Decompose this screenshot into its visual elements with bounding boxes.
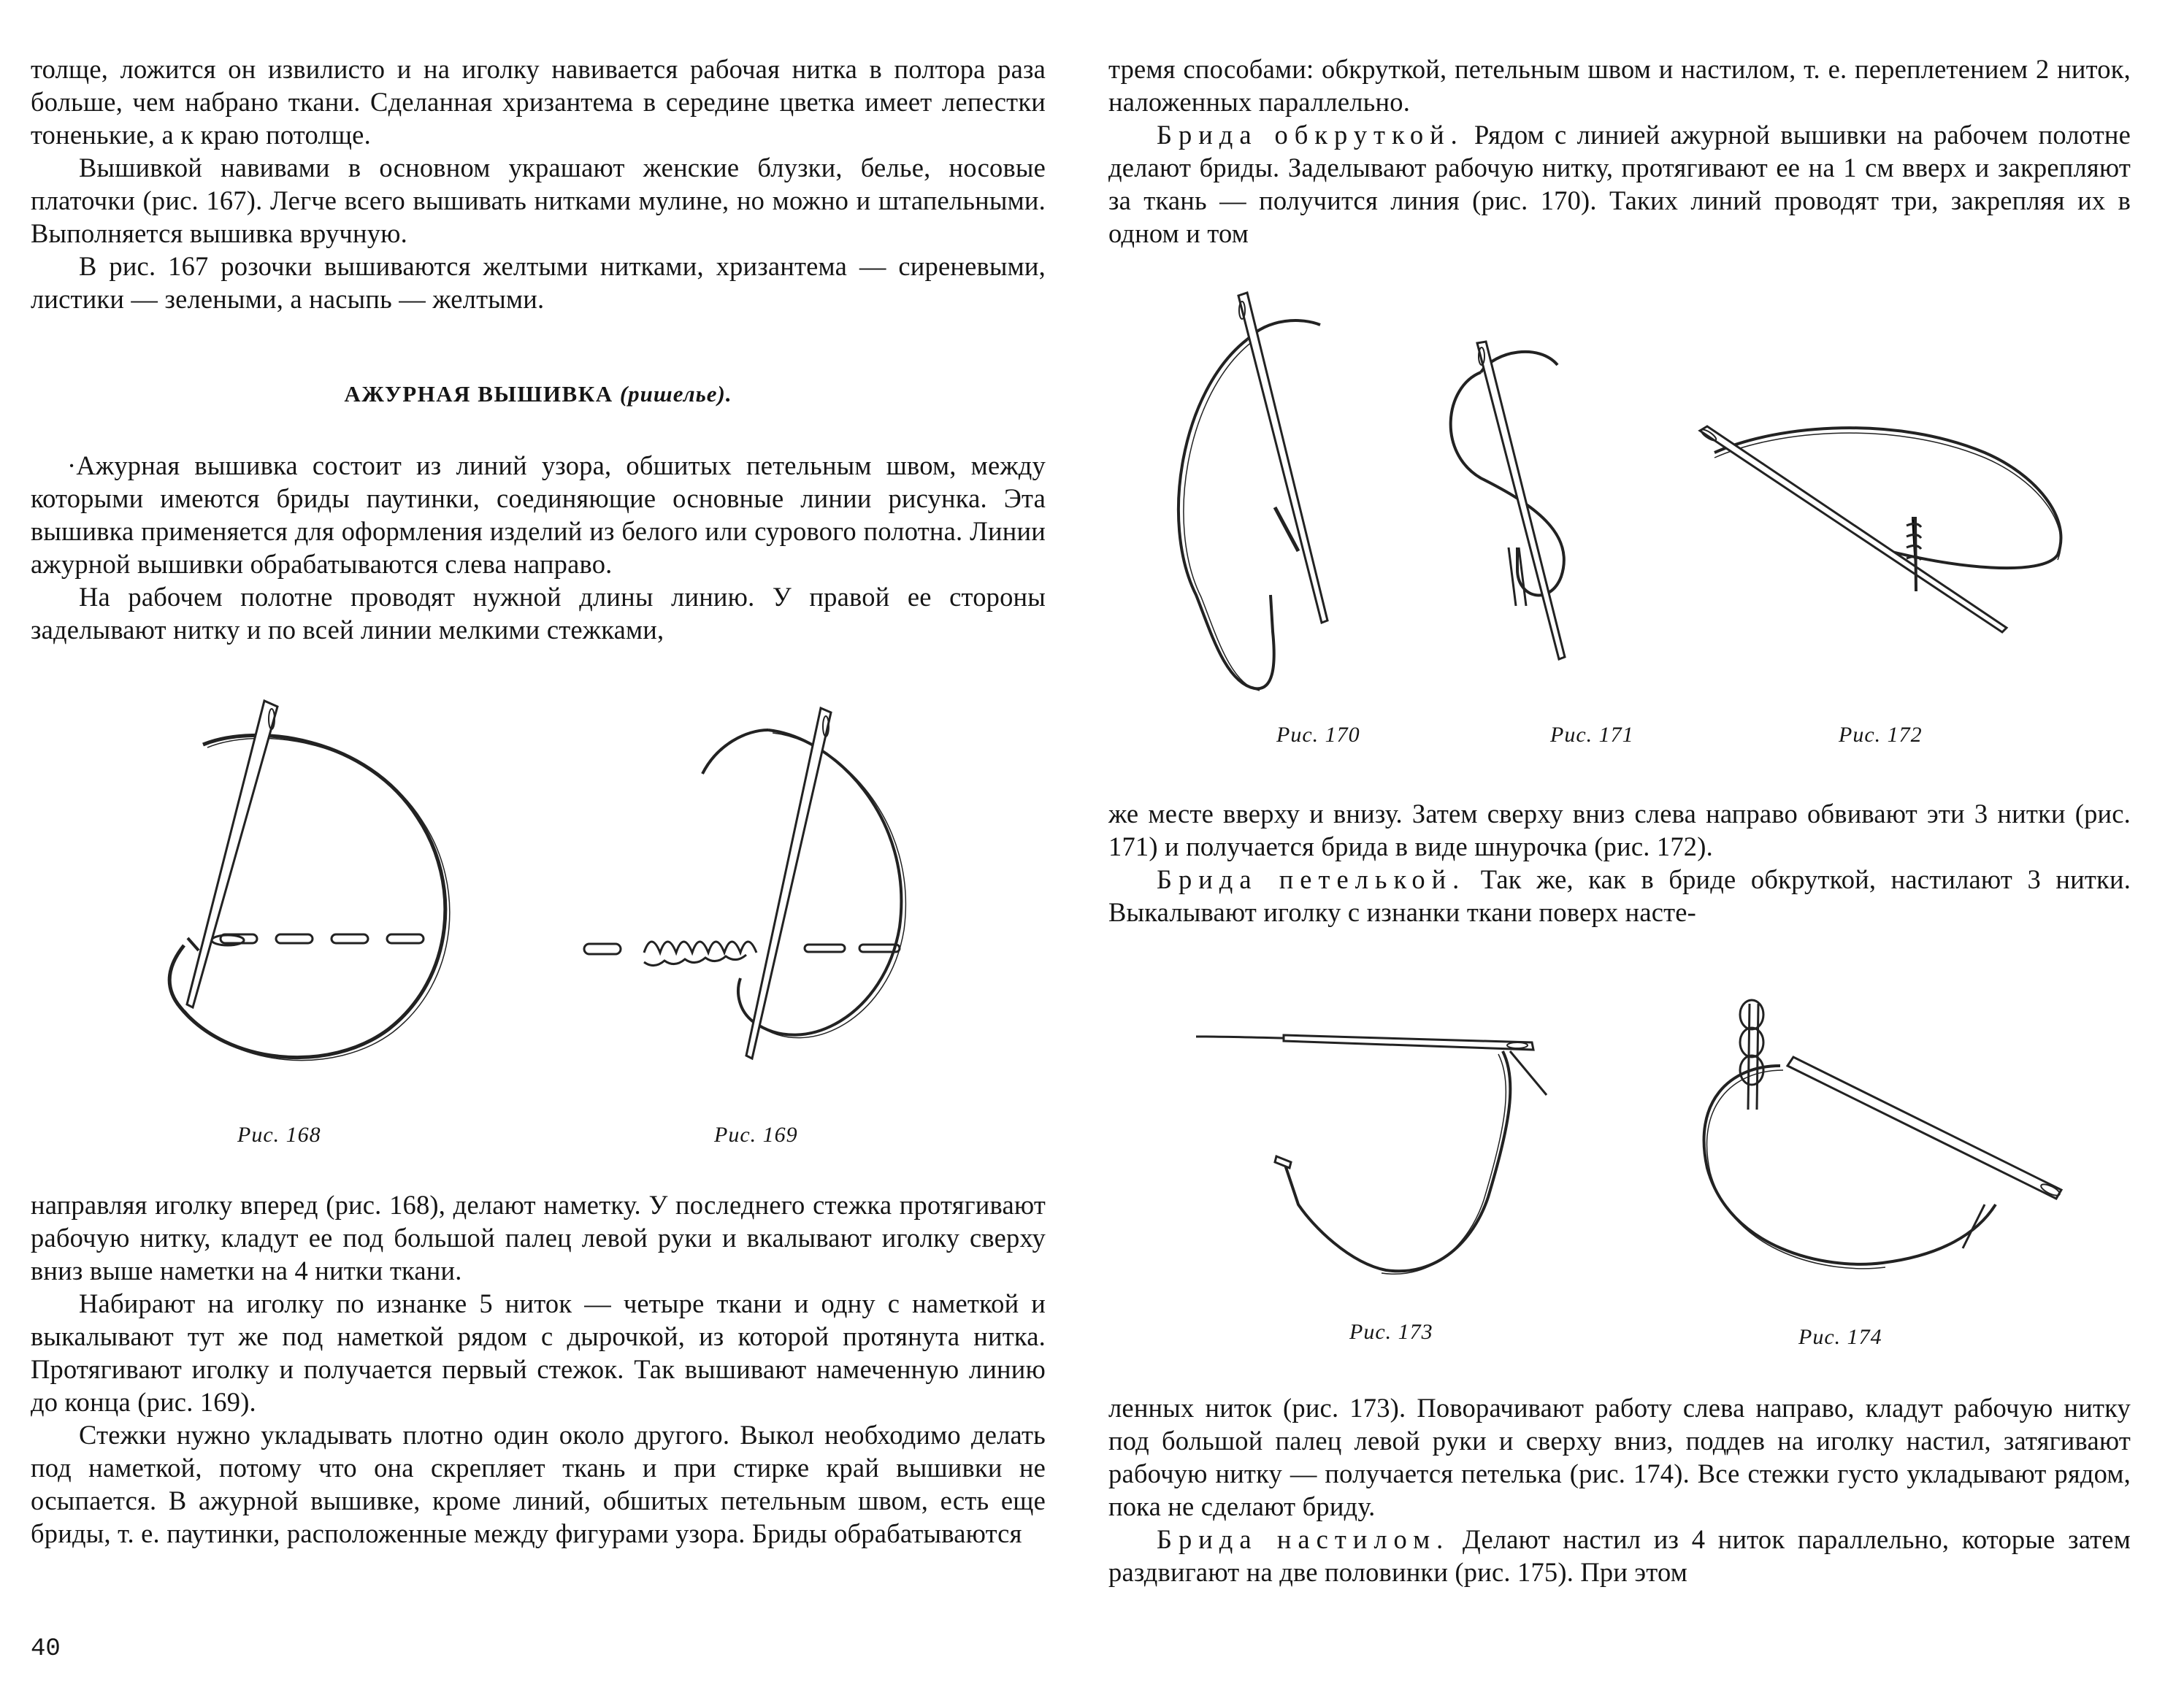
paragraph: На рабочем полотне проводят нужной длины линию. У правой ее стороны заделывают нитку и по всей линии мелкими стежками, (31, 582, 1046, 645)
paragraph: направляя иголку вперед (рис. 168), делают наметку. У последнего стежка протягивают рабочую нитку, кладут ее под большой палец левой руки и вкалывают иголку сверху вниз выше наметки на 4 нитки ткани. (31, 1190, 1046, 1286)
paragraph: ·Ажурная вышивка состоит из линий узора, обшитых петельным швом, между которыми имеются бриды паутинки, соединяющие основные линии рисунка. Эта вышивка применяется для оформления изделий из белого или сурового полотна. Линии ажурной вышивки обрабатываются слева направо. (31, 450, 1046, 579)
figure-174 (1663, 971, 2080, 1299)
figure-168-drawing (147, 693, 498, 1080)
paragraph (1108, 1523, 2131, 1588)
caption-171: Рис. 171 (1550, 723, 1634, 747)
left-text-top (31, 53, 1046, 315)
figure-168 (147, 693, 498, 1080)
right-text-top (1108, 53, 2131, 250)
figure-170-drawing (1152, 288, 1371, 712)
paragraph: толще, ложится он извилисто и на иголку навивается рабочая нитка в полтора раза больше, чем набрано ткани. Сделанная хризантема в середине цветка имеет лепестки тоненькие, а к краю потолще. (31, 54, 1046, 150)
figure-169-drawing (571, 701, 951, 1080)
figure-172 (1693, 409, 2087, 650)
right-text-mid (1108, 797, 2131, 929)
paragraph-rest: Так же, как в бриде обкруткой, настилают 3 нитки. Выкалывают иголку с изнанки ткани поверх насте- (1108, 864, 2131, 927)
term-bride-petelkoy: Брида петелькой. (1157, 864, 1466, 894)
figure-171-drawing (1430, 336, 1605, 672)
caption-174: Рис. 174 (1798, 1325, 1882, 1349)
paragraph-rest: Делают настил из 4 ниток параллельно, которые затем раздвигают на две половинки (рис. 175). При этом (1108, 1524, 2131, 1587)
paragraph (1108, 863, 2131, 929)
caption-169: Рис. 169 (714, 1123, 798, 1147)
section-heading (31, 381, 1046, 407)
term-bride-obkrutkoy: Брида обкруткой. (1157, 120, 1464, 150)
figure-169 (571, 701, 951, 1080)
paragraph: же месте вверху и внизу. Затем сверху вниз слева направо обвивают эти 3 нитки (рис. 171) и получается брида в виде шнурочка (рис. 172). (1108, 799, 2131, 861)
figure-171 (1430, 336, 1605, 672)
figure-173-drawing (1196, 1007, 1561, 1314)
right-text-bottom (1108, 1391, 2131, 1588)
paragraph: Набирают на иголку по изнанке 5 ниток — четыре ткани и одну с наметкой и выкалывают тут же под наметкой рядом с дырочкой, из которой протянута нитка. Протягивают иголку и получается первый стежок. Так вышивают намеченную линию до конца (рис. 169). (31, 1288, 1046, 1417)
caption-172: Рис. 172 (1839, 723, 1923, 747)
paragraph: ленных ниток (рис. 173). Поворачивают работу слева направо, кладут рабочую нитку под большой палец левой руки и сверху вниз, поддев на иголку настил, затягивают рабочую нитку — получается петелька (рис. 174). Все стежки густо укладывают рядом, пока не сделают бриду. (1108, 1393, 2131, 1521)
heading-text: АЖУРНАЯ ВЫШИВКА (344, 381, 613, 407)
paragraph (1108, 118, 2131, 250)
paragraph-rest: Рядом с линией ажурной вышивки на рабочем полотне делают бриды. Заделывают рабочую нитку, протягивают ее на 1 см вверх и закрепляют за ткань — получится линия (рис. 170). Таких линий проводят три, закрепляя их в одном и том (1108, 120, 2131, 248)
paragraph: Вышивкой навивами в основном украшают женские блузки, белье, носовые платочки (рис. 167). Легче всего вышивать нитками мулине, но можно и штапельными. Выполняется вышивка вручную. (31, 153, 1046, 248)
left-text-mid (31, 449, 1046, 646)
caption-170: Рис. 170 (1276, 723, 1360, 747)
figure-173 (1196, 1007, 1561, 1314)
figure-172-drawing (1693, 409, 2087, 650)
left-text-bottom (31, 1188, 1046, 1550)
caption-173: Рис. 173 (1349, 1320, 1433, 1344)
term-bride-nastilom: Брида настилом. (1157, 1524, 1450, 1554)
caption-168: Рис. 168 (237, 1123, 321, 1147)
figure-170 (1152, 288, 1371, 712)
heading-italic: (ришелье). (619, 381, 732, 407)
page-number: 40 (31, 1635, 61, 1663)
paragraph: В рис. 167 розочки вышиваются желтыми нитками, хризантема — сиреневыми, листики — зелеными, а насыпь — желтыми. (31, 251, 1046, 314)
paragraph: тремя способами: обкруткой, петельным швом и настилом, т. е. переплетением 2 ниток, наложенных параллельно. (1108, 54, 2131, 117)
figure-174-drawing (1663, 971, 2080, 1299)
paragraph: Стежки нужно укладывать плотно один около другого. Выкол необходимо делать под наметкой, потому что она скрепляет ткань и при стирке край вышивки не осыпается. В ажурной вышивке, кроме линий, обшитых петельным швом, есть еще бриды, т. е. паутинки, расположенные между фигурами узора. Бриды обрабатываются (31, 1420, 1046, 1548)
